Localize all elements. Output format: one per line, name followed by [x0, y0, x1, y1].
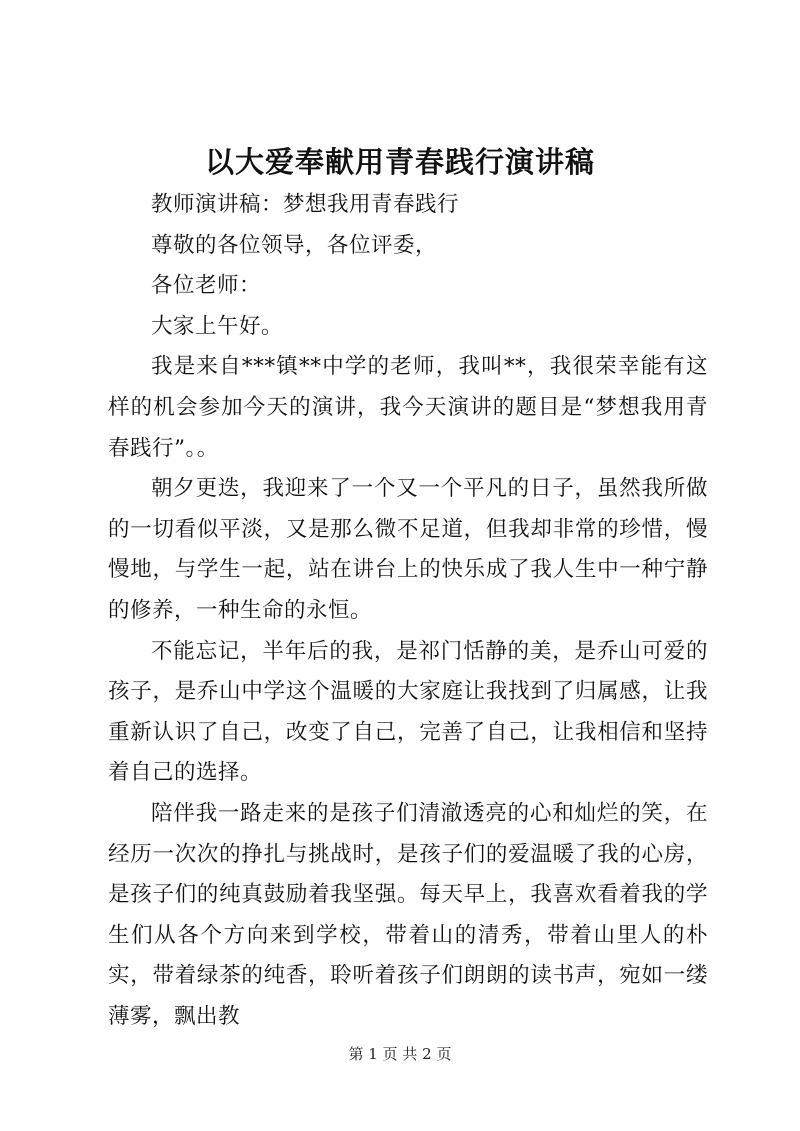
- document-body: [108, 185, 708, 1037]
- document-title: 以大爱奉献用青春践行演讲稿: [204, 145, 595, 179]
- paragraph-companions: 陪伴我一路走来的是孩子们清澈透亮的心和灿烂的笑，在经历一次次的挣扎与挑战时，是孩子们的爱温暖了我的心房，是孩子们的纯真鼓励着我坚强。每天早上，我喜欢看着我的学生们从各个方向来到学校，带着山的清秀，带着山里人的朴实，带着绿茶的纯香，聆听着孩子们朗朗的读书声，宛如一缕薄雾，飘出教: [108, 800, 708, 1029]
- paragraph-salutation: 尊敬的各位领导，各位评委，: [151, 232, 438, 258]
- paragraph-introduction: 我是来自***镇**中学的老师，我叫**，我很荣幸能有这样的机会参加今天的演讲，我今天演讲的题目是“梦想我用青春践行”。。: [108, 354, 708, 461]
- paragraph-memory: 不能忘记，半年后的我，是祁门恬静的美，是乔山可爱的孩子，是乔山中学这个温暖的大家庭让我找到了归属感，让我重新认识了自己，改变了自己，完善了自己，让我相信和坚持着自己的选择。: [108, 638, 708, 786]
- page-footer: 第 1 页 共 2 页: [348, 1045, 452, 1063]
- paragraph-days: 朝夕更迭，我迎来了一个又一个平凡的日子，虽然我所做的一切看似平淡，又是那么微不足道，但我却非常的珍惜，慢慢地，与学生一起，站在讲台上的快乐成了我人生中一种宁静的修养，一种生命的永恒。: [108, 476, 708, 623]
- paragraph-salutation-teachers: 各位老师：: [151, 273, 262, 299]
- paragraph-subtitle: 教师演讲稿：梦想我用青春践行: [151, 192, 460, 217]
- paragraph-greeting: 大家上午好。: [151, 313, 284, 339]
